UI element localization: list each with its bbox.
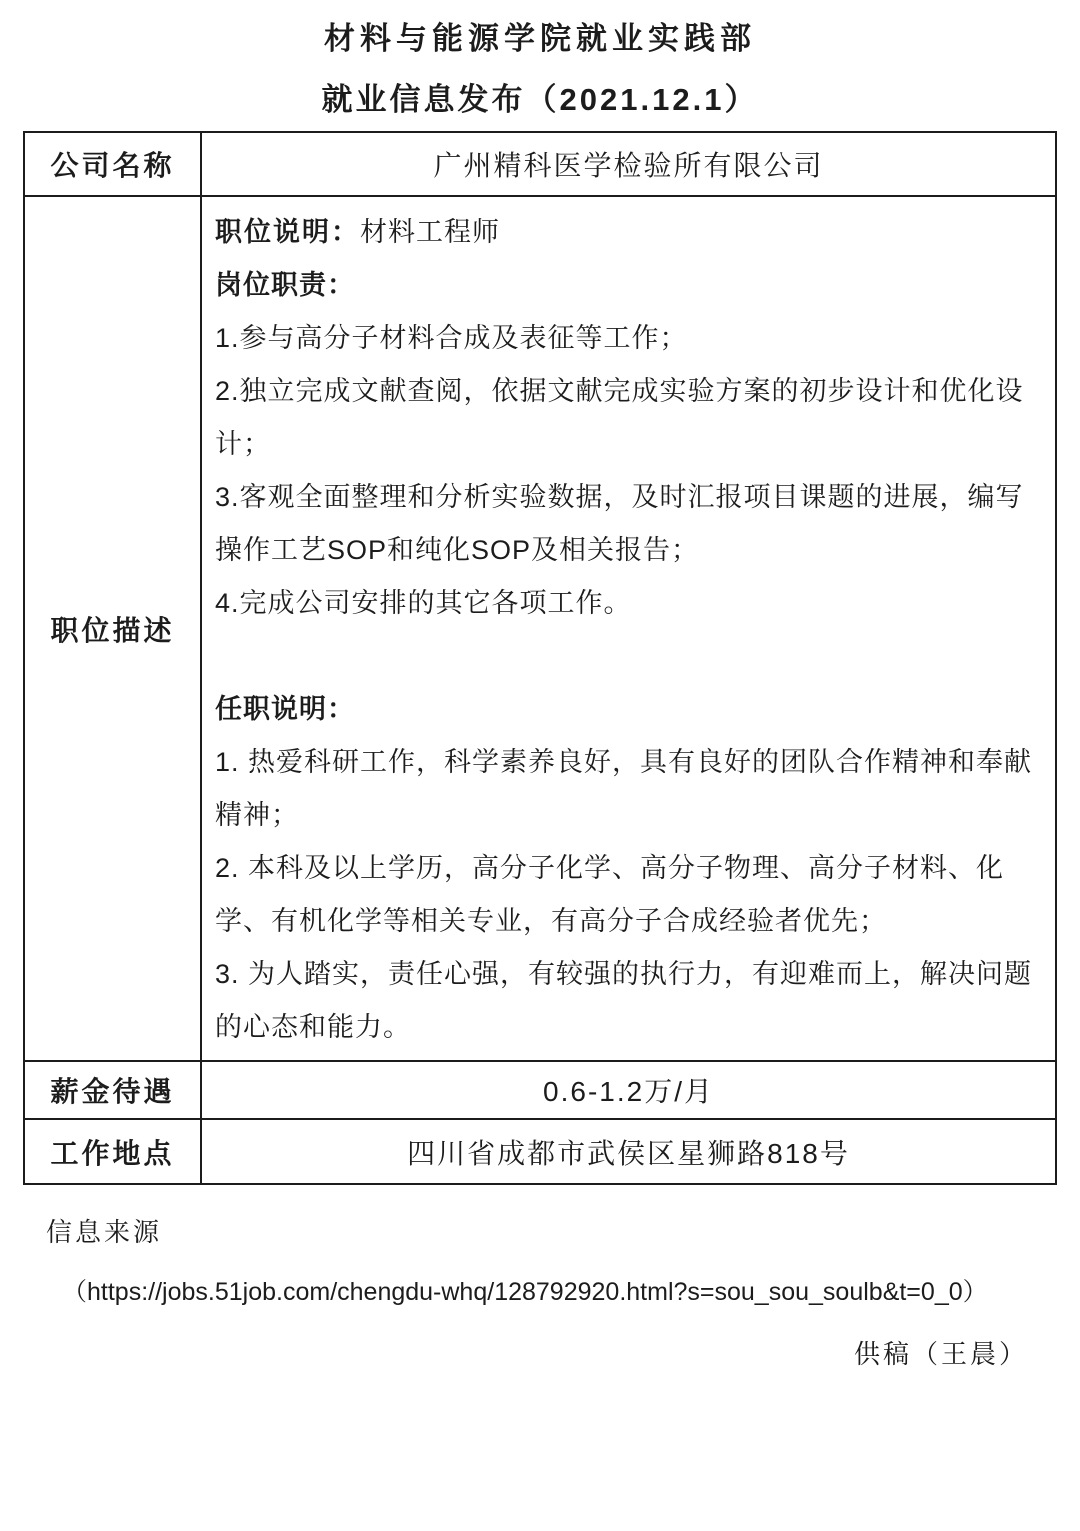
salary-value: 0.6-1.2万/月 xyxy=(201,1061,1056,1119)
requirement-item: 2. 本科及以上学历，高分子化学、高分子物理、高分子材料、化学、有机化学等相关专业，有高分子合成经验者优先； xyxy=(215,853,1005,936)
duty-item: 3.客观全面整理和分析实验数据，及时汇报项目课题的进展，编写操作工艺SOP和纯化SOP及相关报告； xyxy=(215,482,1024,565)
info-source-url: （https://jobs.51job.com/chengdu-whq/128792920.html?s=sou_sou_soulb&t=0_0） xyxy=(62,1278,988,1306)
duty-item: 2.独立完成文献查阅，依据文献完成实验方案的初步设计和优化设计； xyxy=(215,376,1024,459)
table-row-location xyxy=(24,1119,1056,1184)
job-info-table xyxy=(23,131,1057,1185)
salary-label: 薪金待遇 xyxy=(24,1061,201,1119)
table-row-salary xyxy=(24,1061,1056,1119)
info-source-label: 信息来源 xyxy=(46,1217,163,1247)
work-location-value: 四川省成都市武侯区星狮路818号 xyxy=(201,1119,1056,1184)
page-title: 材料与能源学院就业实践部 xyxy=(324,21,756,56)
company-name-label: 公司名称 xyxy=(24,132,201,196)
job-intro-value: 材料工程师 xyxy=(360,217,500,247)
duty-item: 4.完成公司安排的其它各项工作。 xyxy=(215,588,632,618)
table-row-description xyxy=(24,196,1056,1061)
contributor-credit: 供稿（王晨） xyxy=(853,1339,1028,1369)
job-description-label: 职位描述 xyxy=(24,196,201,1061)
work-location-label: 工作地点 xyxy=(24,1119,201,1184)
job-intro-label: 职位说明： xyxy=(215,217,360,247)
duties-heading: 岗位职责： xyxy=(215,270,355,300)
page-subtitle: 就业信息发布（2021.12.1） xyxy=(321,82,759,117)
company-name-value: 广州精科医学检验所有限公司 xyxy=(201,132,1056,196)
job-intro-line xyxy=(215,206,1041,259)
requirement-item: 1. 热爱科研工作，科学素养良好，具有良好的团队合作精神和奉献精神； xyxy=(215,747,1033,830)
job-description-cell xyxy=(201,196,1056,1061)
duty-item: 1.参与高分子材料合成及表征等工作； xyxy=(215,323,688,353)
requirement-item: 3. 为人踏实，责任心强，有较强的执行力，有迎难而上，解决问题的心态和能力。 xyxy=(215,959,1033,1042)
table-row-company xyxy=(24,132,1056,196)
requirements-heading: 任职说明： xyxy=(215,694,355,724)
